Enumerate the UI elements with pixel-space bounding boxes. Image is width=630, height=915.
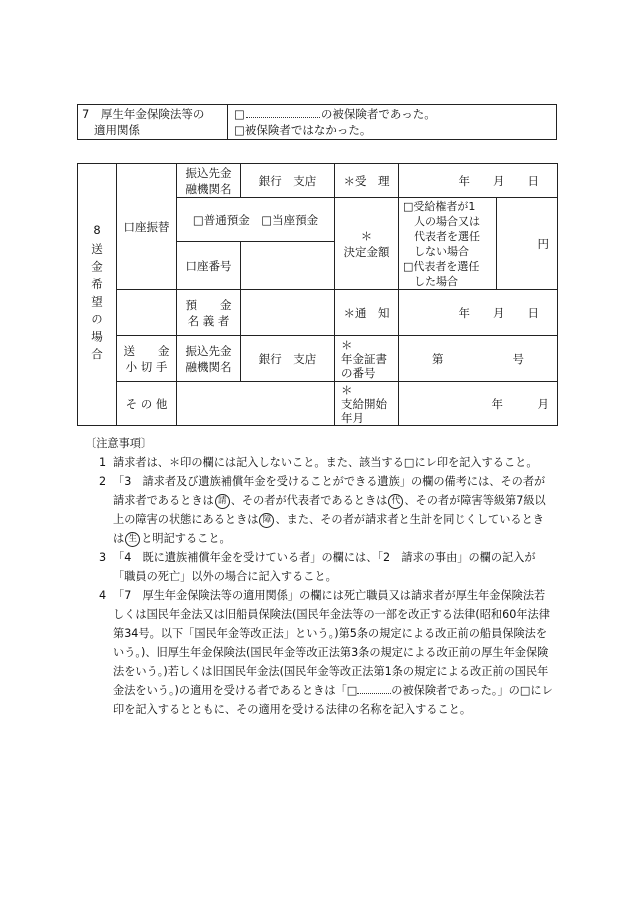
note4-dots <box>357 683 391 694</box>
sokin-label: 送 金 小 切 手 <box>117 336 177 382</box>
section8-number: 8 <box>93 223 101 238</box>
section8-table <box>77 163 558 426</box>
shikyu-date-field[interactable]: 年 月 <box>399 382 558 426</box>
kettei-amount-field[interactable]: 円 <box>497 198 558 290</box>
section8-title <box>78 164 117 426</box>
tsuchi-date-field[interactable]: 年 月 日 <box>399 290 558 336</box>
juri-date-field[interactable]: 年 月 日 <box>399 164 558 198</box>
note-1: 1 請求者は、＊印の欄には記入しないこと。また、該当する□にレ印を記入すること。 <box>99 456 538 469</box>
sokin-bank-label: 振込先金 融機関名 <box>177 336 241 382</box>
koza-bango-label: 口座番号 <box>177 242 241 290</box>
shikyu-label: ＊ 支給開始 年月 <box>335 382 399 426</box>
tsuchi-label: ＊通 知 <box>335 290 399 336</box>
note-2: 2 「3 請求者及び遺族補償年金を受けることができる遺族」の欄の備考には、その者が請求者であるときは 請 、その者が代表者であるときは 代 、その者が障害等級第7級以上の障害の状態にあるときは 障 、また、その者が請求者と生計を同じくしているときは 生 と明記すること。 <box>99 475 546 545</box>
kettei-note[interactable]: □受給権者が1 人の場合又は 代表者を選任 しない場合 □代表者を選任 した場合 <box>399 198 497 290</box>
section8-koza-spacer <box>117 290 177 336</box>
section7-label-line1: 7 厚生年金保険法等の <box>82 107 205 121</box>
meigi-label: 預 金 名 義 者 <box>177 290 241 336</box>
section7-options <box>228 105 557 140</box>
notes-header: 〔注意事項〕 <box>85 437 153 450</box>
koza-bango-field[interactable] <box>241 242 335 290</box>
sokin-bank-branch-field[interactable]: 銀行 支店 <box>241 336 335 382</box>
section7-option1-checkbox[interactable]: □ <box>234 107 245 121</box>
sonota-label: そ の 他 <box>117 382 177 426</box>
kettei-label: ＊ 決定金額 <box>335 198 399 290</box>
note-3: 3 「4 既に遺族補償年金を受けている者」の欄には、「2 請求の事由」の欄の記入が「職員の死亡」以外の場合に記入すること。 <box>99 551 536 583</box>
section8-title-text: 送金希望の場合 <box>90 243 104 366</box>
furikomi-bank-label: 振込先金 融機関名 <box>177 164 241 198</box>
section7-label-line2: 適用関係 <box>94 123 140 137</box>
notes-section <box>85 434 555 719</box>
circle-sho-icon: 障 <box>259 513 274 528</box>
circle-dai-icon: 代 <box>388 494 403 509</box>
section7-label <box>78 105 228 140</box>
koza-furikae-label: 口座振替 <box>117 164 177 290</box>
account-type-options[interactable]: □普通預金 □当座預金 <box>177 198 335 242</box>
sonota-field[interactable] <box>177 382 335 426</box>
section7-table <box>77 104 557 140</box>
note-4: 4 「7 厚生年金保険法等の適用関係」の欄には死亡職員又は請求者が厚生年金保険法若しくは国民年金法又は旧船員保険法(国民年金法等の一部を改正する法律(昭和60年法律第34号。以下「国民年金等改正法」という。)第5条の規定による改正前の船員保険法をいう。)、旧厚生年金保険法(国民年金等改正法第3条の規定による改正前の厚生年金保険法をいう。)若しくは旧国民年金法(国民年金等改正法第1条の規定による改正前の国民年金法をいう。)の適用を受ける者であるときは「□ の被保険者であった。」の□にレ印を記入するとともに、その適用を受ける法律の名称を記入すること。 <box>99 589 553 716</box>
meigi-field[interactable] <box>241 290 335 336</box>
circle-sei-icon: 請 <box>215 494 230 509</box>
nenkin-number-field[interactable]: 第 号 <box>399 336 558 382</box>
juri-label: ＊受 理 <box>335 164 399 198</box>
nenkin-label: ＊ 年金証書 の番号 <box>335 336 399 382</box>
circle-sei2-icon: 生 <box>125 532 140 547</box>
bank-branch-field[interactable]: 銀行 支店 <box>241 164 335 198</box>
section7-option2[interactable]: □被保険者ではなかった。 <box>234 123 372 137</box>
insurance-name-field[interactable] <box>246 107 320 118</box>
section7-option1-text: の被保険者であった。 <box>320 107 436 121</box>
